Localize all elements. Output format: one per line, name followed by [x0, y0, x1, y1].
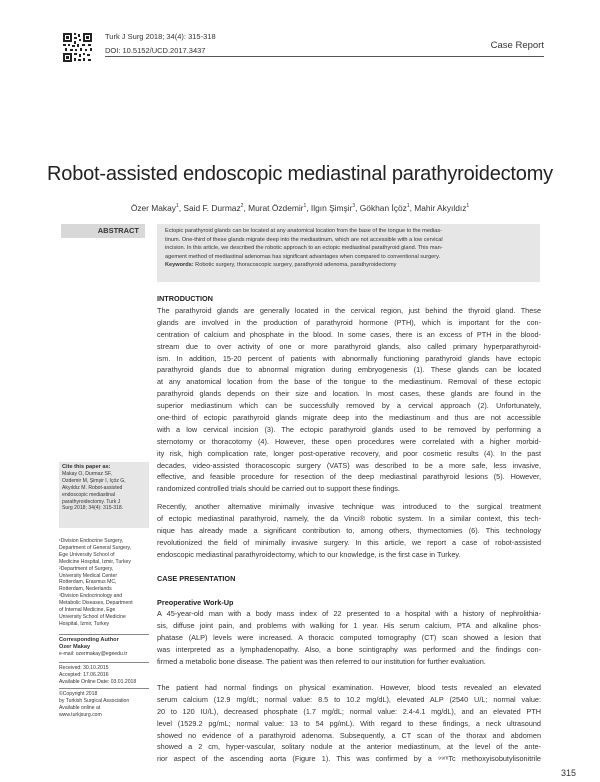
text-line: ism. In addition, 15-20 percent of patients with abnormally functioning parathyroid glands have ectopic [157, 353, 541, 363]
affiliation-line: Rotterdam, Nederlands [59, 586, 112, 593]
author: Said F. Durmaz$^2$ [183, 203, 244, 213]
header-rule [105, 56, 544, 57]
text-line: ity risk, high complication rate, longer post-operative recovery, and poor cosmetic results (4). In the past [157, 448, 541, 458]
text-line: phatase (ALP) levels were increased. A thoracic computed tomography (CT) scan showed a lesion that [157, 632, 541, 642]
qr-code-icon [62, 32, 93, 63]
author: Murat Özdemir$^1$ [248, 203, 307, 213]
corresponding-heading: Corresponding Author [59, 637, 119, 643]
corresponding-email[interactable]: e-mail: ozermakay@egeedu.tr [59, 650, 128, 657]
case-paragraph-2 [157, 682, 541, 765]
text-line: showed no evidence of a parathyroid adenoma. Subsequently, a CT scan of the thorax and abdomen [157, 730, 541, 740]
cite-line: Özdemir M, Şimşir I, İçöz G, [62, 477, 126, 484]
affiliation-line: ²Department of Surgery, [59, 565, 114, 572]
sidebar-divider [59, 634, 149, 635]
text-line: firmed a metabolic bone disease. The patient was then referred to our institution for further evaluation. [157, 656, 486, 666]
case-paragraph-1 [157, 608, 541, 667]
cite-line: endoscopic mediastinal [62, 491, 115, 498]
page-number: 315 [561, 768, 577, 778]
journal-citation: Turk J Surg 2018; 34(4): 315-318 [105, 32, 216, 41]
text-line: superior mediastinum which can be successfully removed by a cervical approach (2). Unfortunately, [157, 401, 541, 411]
corresponding-author [59, 637, 149, 658]
article-title: Robot-assisted endoscopic mediastinal parathyroidectomy [47, 163, 553, 185]
section-heading-case-presentation: CASE PRESENTATION [157, 574, 236, 583]
cite-line: Surg 2018; 34(4): 315-318. [62, 505, 124, 512]
sidebar-divider [59, 662, 149, 663]
author: Gökhan İçöz$^1$ [359, 203, 410, 213]
author: Ilgın Şimşir$^3$ [310, 203, 356, 213]
corresponding-name: Özer Makay [59, 643, 91, 650]
affiliation-line: Rotterdam, Erasmus MC, [59, 579, 117, 586]
sidebar-divider [59, 688, 149, 689]
cite-line: Makay Ö, Durmaz SF, [62, 470, 112, 477]
text-line: A 45-year-old man with a body mass index of 22 presented to a hospital with a history of nephrolithia- [157, 609, 541, 618]
text-line: parathyroid glands due to abnormal migration during embryogenesis (1). These glands can be located [157, 365, 541, 375]
text-line: centration of calcium and phosphate in the blood. In some cases, there is an excess of PTH in the blood- [157, 329, 541, 339]
online-date: Available Online Date: 03.01.2018 [59, 678, 137, 685]
abstract-box [157, 224, 540, 282]
abstract-line: Ectopic parathyroid glands can be located at any anatomical location from the base of the tongue to the medias- [165, 228, 443, 234]
text-line: sis, diffuse joint pain, and problems with walking for 1 year. His serum calcium, PTA and alkaline phos- [157, 620, 541, 630]
cite-line: Akyıldız M. Robot-assisted [62, 484, 123, 491]
doi[interactable]: DOI: 10.5152/UCD.2017.3437 [105, 46, 206, 55]
text-line: Recently, another alternative minimally invasive technique was introduced to the surgical treatment [157, 502, 541, 511]
text-line: serum calcium (12.9 mg/dL; normal value: 8.5 to 10.2 mg/dL), elevated ALP (2540 U/L; normal value: [157, 694, 541, 704]
text-line: showed a 2 cm, hyper-vascular, solitary nodule at the anterior mediastinum, at the level of the ante- [157, 742, 541, 752]
affiliation-line: of Internal Medicine, Ege [59, 607, 116, 614]
text-line: nique has already made a significant contribution to, among others, thymectomies (6). This technology [157, 525, 541, 535]
text-line: rior aspect of the ascending aorta (Figure 1). This was confirmed by a ⁹⁹ᵐTc methoxyisobutylisonitrile [157, 754, 541, 764]
keywords-text: Robotic surgery, thoracoscopic surgery, parathyroid adenoma, parathyroidectomy [193, 262, 397, 269]
subsection-heading-preoperative: Preoperative Work-Up [157, 598, 234, 607]
abstract-line: agement method of mediastinal adenomas has significant advantages when compared to conventional surgery. [165, 253, 441, 260]
affiliation-line: Hospital, İzmir, Turkey [59, 620, 110, 627]
author-list: Özer Makay$^1$, Said F. Durmaz$^2$, Murat Özdemir$^1$, Ilgın Şimşir$^3$, Gökhan İçöz$^1$, Mahir Akyıldız$^1$ [130, 203, 470, 213]
affiliation-line: University School of Medicine [59, 613, 126, 620]
text-line: 20 to 120 IU/L), decreased phosphate (1.7 mg/dL; normal value: 2.4-4.1 mg/dL), and an elevated PTH [157, 706, 541, 716]
affiliations [59, 538, 149, 628]
text-line: revolutionized the field of minimally invasive surgery. In this article, we report a case of robot-assisted [157, 537, 541, 547]
text-line: one-third of ectopic parathyroid glands migrate deep into the mediastinum and thus are not accessible [157, 413, 541, 423]
article-category: Case Report [490, 40, 544, 51]
received-date: Received: 30.10.2015 [59, 665, 109, 671]
copyright-line: ©Copyright 2018 [59, 691, 98, 697]
copyright-line: by Turkish Surgical Association [59, 697, 130, 704]
author: Özer Makay$^1$ [130, 203, 179, 213]
affiliation-line: ³Division Endocrinology and [59, 593, 123, 600]
text-line: randomized controlled trials should be carried out to support these findings. [157, 484, 400, 494]
author: Mahir Akyıldız$^1$ [414, 203, 470, 213]
text-line: parathyroid glands depends on their size and location. In most cases, these glands are found in the [157, 389, 541, 399]
abstract-label: ABSTRACT [61, 224, 145, 238]
affiliation-line: Metabolic Diseases, Department [59, 600, 133, 607]
keywords [165, 261, 532, 270]
text-line: glands are involved in the production of parathyroid hormone (PTH), which is important for the con- [157, 317, 541, 327]
text-line: at any anatomical location from the base of the tongue to the mediastinum. Removal of these ectopic [157, 377, 541, 387]
intro-paragraph-2 [157, 501, 541, 560]
cite-line: parathyroidectomy. Turk J [62, 498, 121, 505]
affiliation-line: Department of General Surgery, [59, 544, 132, 551]
text-line: with a low cervical incision (3). The ectopic parathyroid glands used to be removed by performing a [157, 424, 541, 434]
text-line: stream due to over activity of one or more parathyroid glands, also called primary hyperparathyroid- [157, 341, 541, 351]
affiliation-line: ¹Division Endocrine Surgery, [59, 538, 124, 544]
text-line: effective, and feasible procedure for resection of the deep mediastinal parathyroid lesions (5). However, [157, 472, 541, 482]
abstract-line: tinum. One-third of these glands migrate deep into the mediastinum, which are not accessible with a low cervical [165, 236, 443, 243]
text-line: sternotomy or thoracotomy (4). However, these open procedures were correlated with a higher morbid- [157, 436, 541, 446]
accepted-date: Accepted: 17.06.2016 [59, 671, 109, 678]
section-heading-introduction: INTRODUCTION [157, 294, 213, 303]
cite-heading: Cite this paper as: [62, 464, 111, 470]
journal-website-link[interactable]: www.turkjsurg.com [59, 711, 102, 718]
text-line: was interpreted as a lymphadenopathy. Also, a bone scintigraphy was performed and the findings con- [157, 644, 541, 654]
text-line: The patient had normal findings on physical examination. However, blood tests revealed an elevated [157, 683, 541, 692]
text-line: level (1529.2 pg/mL; normal value: 13 to 54 pg/mL). With regard to these findings, a neck ultrasound [157, 718, 541, 728]
cite-this-paper [62, 464, 148, 512]
article-dates [59, 665, 149, 686]
text-line: decades, video-assisted thoracoscopic surgery (VATS) was described to be a more safe, less invasive, [157, 460, 541, 470]
affiliation-line: Medicine Hospital, İzmir, Turkey [59, 558, 131, 565]
text-line: The parathyroid glands are generally located in the cervical region, just behind the thyroid gland. These [157, 306, 541, 315]
copyright [59, 691, 149, 719]
text-line: endoscopic mediastinal parathyroidectomy, which to our knowledge, is the first case in Turkey. [157, 549, 461, 559]
keywords-label: Keywords: [165, 262, 194, 269]
affiliation-line: Ege University School of [59, 551, 115, 558]
copyright-line: Available online at [59, 704, 101, 711]
intro-paragraph-1 [157, 305, 541, 495]
text-line: of ectopic mediastinal parathyroid, namely, the da Vinci® robotic system. In a similar context, this tech- [157, 513, 541, 523]
abstract-line: incision. In this article, we described the robotic approach to an ectopic mediastinal parathyroid gland. This man- [165, 245, 443, 252]
affiliation-line: University Medical Center [59, 572, 118, 579]
